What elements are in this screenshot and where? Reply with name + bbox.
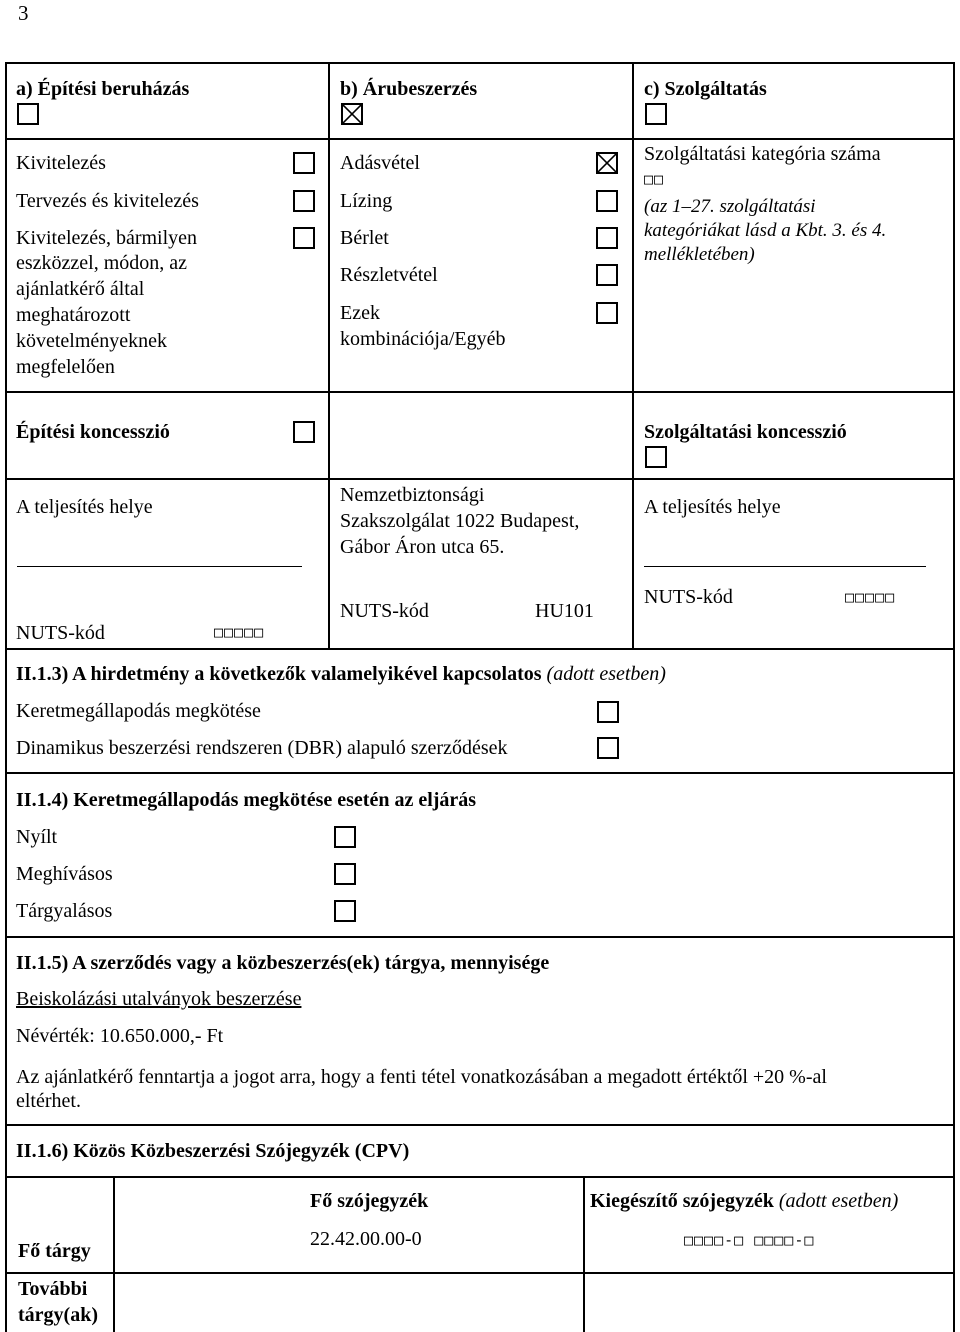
type-c-checkbox[interactable] bbox=[645, 103, 667, 125]
location-left-blank-line bbox=[17, 566, 302, 567]
nuts-right-label: NUTS-kód bbox=[644, 586, 733, 608]
b-item-adasvetel: Adásvétel bbox=[340, 152, 420, 174]
type-b-title: b) Árubeszerzés bbox=[340, 78, 478, 100]
s113-heading-note: (adott esetben) bbox=[546, 663, 666, 685]
location-middle-line1: Nemzetbiztonsági bbox=[340, 484, 485, 506]
cpv-row-other-label-line1: További bbox=[18, 1278, 88, 1300]
a-item3-line3: ajánlatkérő által bbox=[16, 278, 145, 300]
s114-item-targyalasos: Tárgyalásos bbox=[16, 900, 113, 922]
s113-item-keret-checkbox[interactable] bbox=[597, 701, 619, 723]
s114-item-nyilt-checkbox[interactable] bbox=[334, 826, 356, 848]
type-b-checkbox[interactable] bbox=[341, 103, 363, 125]
c-category-value[interactable]: □□ bbox=[644, 170, 665, 188]
s113-heading: II.1.3) A hirdetmény a következők valamelyikével kapcsolatos bbox=[16, 663, 542, 685]
page-number: 3 bbox=[18, 1, 29, 25]
b-item-kombinacio: kombinációja/Egyéb bbox=[340, 328, 506, 350]
cpv-row-main-label: Fő tárgy bbox=[18, 1240, 91, 1262]
cpv-col-supp-header: Kiegészítő szójegyzék bbox=[590, 1190, 774, 1212]
s113-item-dbr: Dinamikus beszerzési rendszeren (DBR) alapuló szerződések bbox=[16, 737, 508, 759]
cpv-col-supp-header-row bbox=[590, 1188, 898, 1214]
cpv-col-supp-note: (adott esetben) bbox=[778, 1190, 899, 1212]
frame-right bbox=[953, 62, 955, 1332]
service-concession-label: Szolgáltatási koncesszió bbox=[644, 421, 847, 443]
s115-heading: II.1.5) A szerződés vagy a közbeszerzés(ek) tárgya, mennyisége bbox=[16, 952, 550, 974]
type-a-checkbox[interactable] bbox=[17, 103, 39, 125]
location-right-blank-line bbox=[644, 566, 926, 567]
cpv-col-main-header: Fő szójegyzék bbox=[310, 1190, 429, 1212]
s113-item-keret: Keretmegállapodás megkötése bbox=[16, 700, 261, 722]
nuts-middle-label: NUTS-kód bbox=[340, 600, 429, 622]
cpv-row-main-supp-code[interactable]: □□□□-□ □□□□-□ bbox=[684, 1231, 815, 1249]
frame-left bbox=[5, 62, 7, 1332]
cpv-table-top bbox=[5, 1176, 955, 1178]
b-item-kombinacio-checkbox[interactable] bbox=[596, 302, 618, 324]
type-a-title: a) Építési beruházás bbox=[16, 78, 190, 100]
s113-heading-row bbox=[16, 661, 666, 687]
c-note-line2: kategóriákat lásd a Kbt. 3. és 4. bbox=[644, 220, 887, 241]
divider-types-bottom bbox=[5, 391, 955, 393]
a-item3-line1: Kivitelezés, bármilyen bbox=[16, 227, 198, 249]
s114-heading: II.1.4) Keretmegállapodás megkötése esetén az eljárás bbox=[16, 789, 477, 811]
building-concession-checkbox[interactable] bbox=[293, 421, 315, 443]
cpv-row-divider bbox=[5, 1272, 955, 1274]
nuts-right-value[interactable]: □□□□□ bbox=[845, 588, 896, 606]
nuts-left-label: NUTS-kód bbox=[16, 622, 105, 644]
nuts-middle-value: HU101 bbox=[535, 600, 594, 622]
divider-col-b-c bbox=[632, 62, 634, 392]
b-item-berlet: Bérlet bbox=[340, 227, 389, 249]
checked-x-icon bbox=[598, 154, 616, 172]
a-item3-line5: követelményeknek bbox=[16, 330, 168, 352]
nuts-left-value[interactable]: □□□□□ bbox=[214, 623, 265, 641]
c-note-line1: (az 1–27. szolgáltatási bbox=[644, 196, 816, 217]
b-item-ezek: Ezek bbox=[340, 302, 380, 324]
cpv-col-divider-1 bbox=[113, 1176, 115, 1332]
divider-s114-bottom bbox=[5, 936, 955, 938]
divider-concession-bottom bbox=[5, 478, 955, 480]
s116-heading: II.1.6) Közös Közbeszerzési Szójegyzék (CPV) bbox=[16, 1140, 410, 1162]
s115-note-line1: Az ajánlatkérő fenntartja a jogot arra, hogy a fenti tétel vonatkozásában a megadott értéktől +20 %-al bbox=[16, 1066, 827, 1088]
c-category-label: Szolgáltatási kategória száma bbox=[644, 143, 881, 165]
type-c-title: c) Szolgáltatás bbox=[644, 78, 767, 100]
checked-x-icon bbox=[343, 105, 361, 123]
divider-concession-right bbox=[632, 391, 634, 479]
a-item-kivitelezes: Kivitelezés bbox=[16, 152, 106, 174]
divider-s113-bottom bbox=[5, 772, 955, 774]
cpv-row-main-code: 22.42.00.00-0 bbox=[310, 1228, 422, 1250]
a-item-tervezes: Tervezés és kivitelezés bbox=[16, 190, 199, 212]
s114-item-nyilt: Nyílt bbox=[16, 826, 58, 848]
a-item-kivitelezes-checkbox[interactable] bbox=[293, 152, 315, 174]
s115-note-line2: eltérhet. bbox=[16, 1090, 81, 1112]
b-item-adasvetel-checkbox[interactable] bbox=[596, 152, 618, 174]
c-note-line3: mellékletében) bbox=[644, 244, 755, 265]
building-concession-label: Építési koncesszió bbox=[16, 421, 170, 443]
a-item3-line2: eszközzel, módon, az bbox=[16, 252, 188, 274]
divider-col-a-b bbox=[328, 62, 330, 392]
b-item-reszletvetel-checkbox[interactable] bbox=[596, 264, 618, 286]
cpv-row-other-label-line2: tárgy(ak) bbox=[18, 1304, 98, 1326]
divider-location-left bbox=[328, 478, 330, 648]
s114-item-meghivasos: Meghívásos bbox=[16, 863, 113, 885]
divider-location-bottom bbox=[5, 648, 955, 650]
s113-item-dbr-checkbox[interactable] bbox=[597, 737, 619, 759]
b-item-berlet-checkbox[interactable] bbox=[596, 227, 618, 249]
service-concession-checkbox[interactable] bbox=[645, 446, 667, 468]
location-right-label: A teljesítés helye bbox=[644, 496, 781, 518]
divider-s115-bottom bbox=[5, 1124, 955, 1126]
b-item-reszletvetel: Részletvétel bbox=[340, 264, 438, 286]
a-item3-line4: meghatározott bbox=[16, 304, 131, 326]
divider-location-right bbox=[632, 478, 634, 648]
b-item-lizing-checkbox[interactable] bbox=[596, 190, 618, 212]
location-middle-line2: Szakszolgálat 1022 Budapest, bbox=[340, 510, 580, 532]
a-item-tervezes-checkbox[interactable] bbox=[293, 190, 315, 212]
b-item-lizing: Lízing bbox=[340, 190, 393, 212]
location-left-label: A teljesítés helye bbox=[16, 496, 153, 518]
cpv-col-divider-2 bbox=[583, 1176, 585, 1332]
location-middle-line3: Gábor Áron utca 65. bbox=[340, 536, 505, 558]
frame-top bbox=[5, 62, 955, 64]
a-item3-checkbox[interactable] bbox=[293, 227, 315, 249]
s115-subject: Beiskolázási utalványok beszerzése bbox=[16, 988, 302, 1010]
s115-face-value: Névérték: 10.650.000,- Ft bbox=[16, 1025, 224, 1047]
s114-item-targyalasos-checkbox[interactable] bbox=[334, 900, 356, 922]
s114-item-meghivasos-checkbox[interactable] bbox=[334, 863, 356, 885]
divider-concession-left bbox=[328, 391, 330, 479]
divider-types-header bbox=[5, 138, 955, 140]
a-item3-line6: megfelelően bbox=[16, 356, 115, 378]
